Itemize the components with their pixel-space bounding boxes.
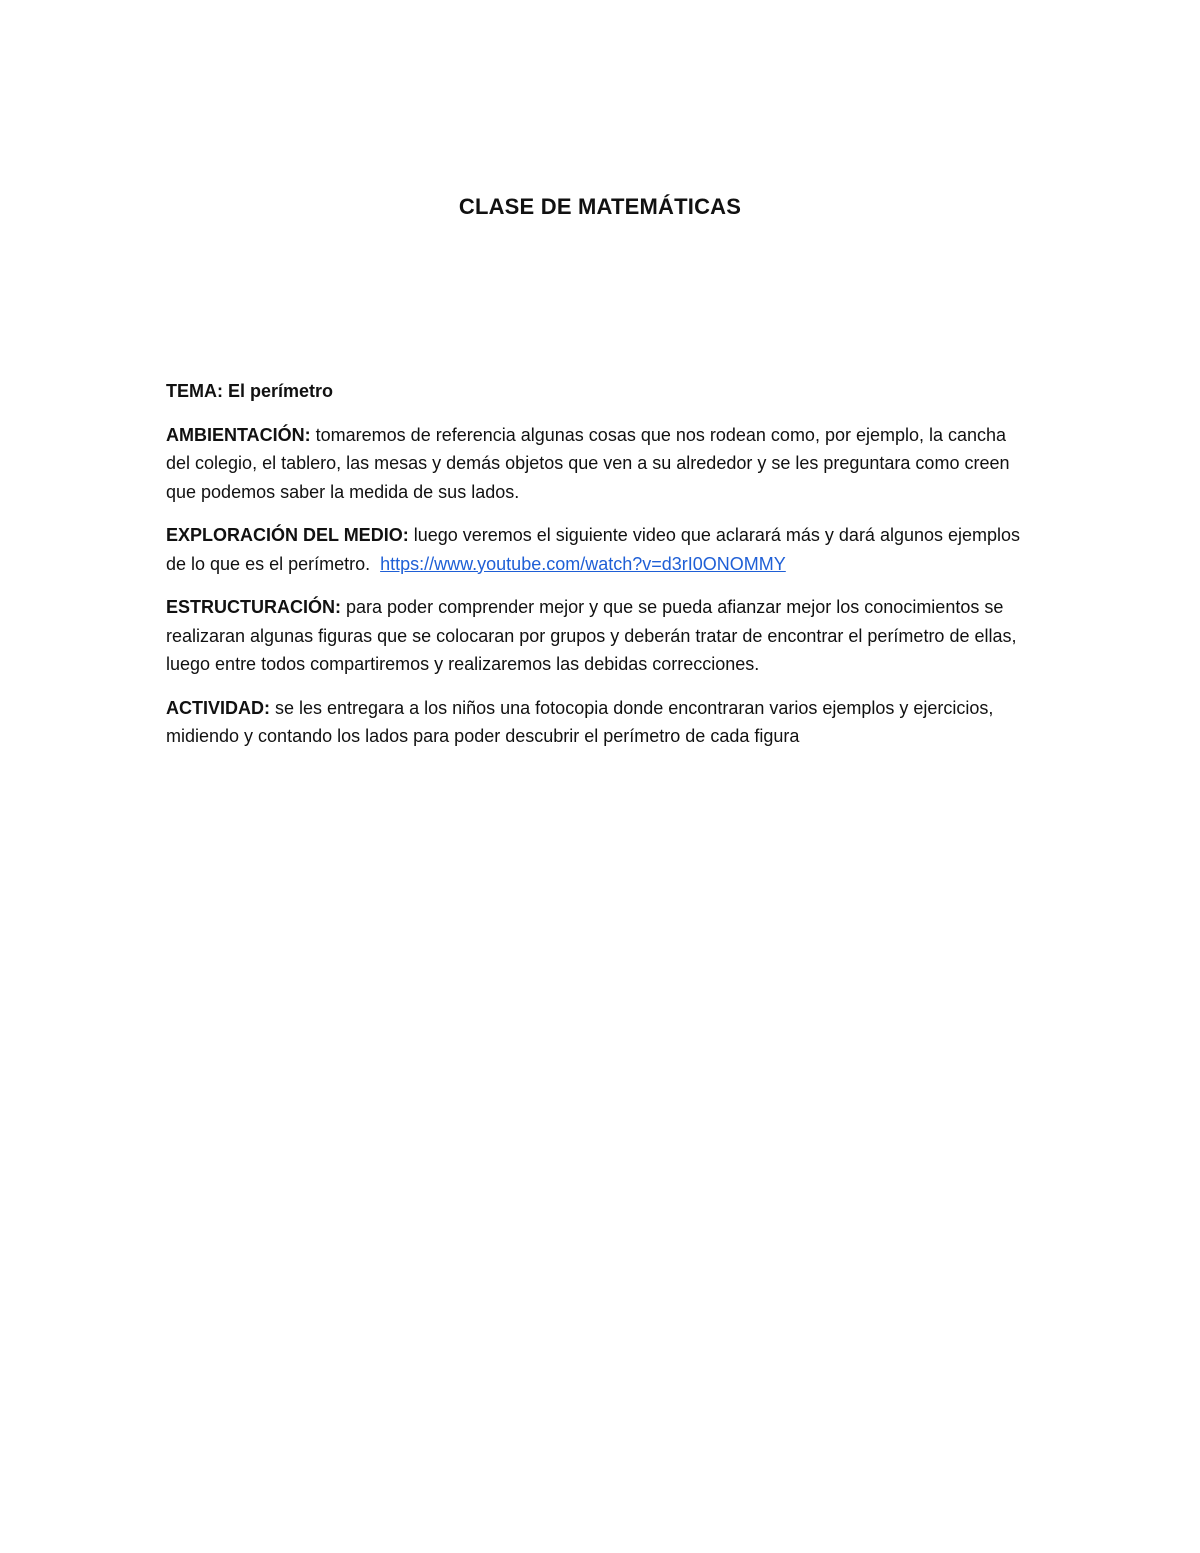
youtube-video-link[interactable]: https://www.youtube.com/watch?v=d3rI0ONOMMY [380,553,786,574]
estructuracion-label: ESTRUCTURACIÓN: [166,597,341,617]
tema-label: TEMA: El perímetro [166,381,334,401]
ambientacion-label: AMBIENTACIÓN: [166,424,311,445]
ambientacion-paragraph [166,421,1026,507]
actividad-label: ACTIVIDAD: [166,697,270,718]
estructuracion-text: para poder comprender mejor y que se pueda afianzar mejor los conocimientos se realizaran algunas figuras que se colocaran por grupos y deberán tratar de encontrar el perímetro de ellas, luego entre todos compartiremos y realizaremos las debidas correcciones. [166,597,1017,674]
document-body [166,377,1026,766]
exploracion-label: EXPLORACIÓN DEL MEDIO: [166,525,409,545]
ambientacion-text: tomaremos de referencia algunas cosas que nos rodean como, por ejemplo, la cancha del colegio, el tablero, las mesas y demás objetos que ven a su alrededor y se les preguntara como creen que podemos saber la medida de sus lados. [166,424,1010,502]
tema-paragraph [166,377,1026,406]
exploracion-text: luego veremos el siguiente video que aclarará más y dará algunos ejemplos de lo que es el perímetro. [166,525,1026,574]
document-title: CLASE DE MATEMÁTICAS [458,194,742,219]
actividad-paragraph [166,694,1026,751]
exploracion-paragraph [166,521,1026,578]
actividad-text: se les entregara a los niños una fotocopia donde encontraran varios ejemplos y ejercicios, midiendo y contando los lados para poder descubrir el perímetro de cada figura [166,697,994,746]
estructuracion-paragraph [166,593,1026,679]
